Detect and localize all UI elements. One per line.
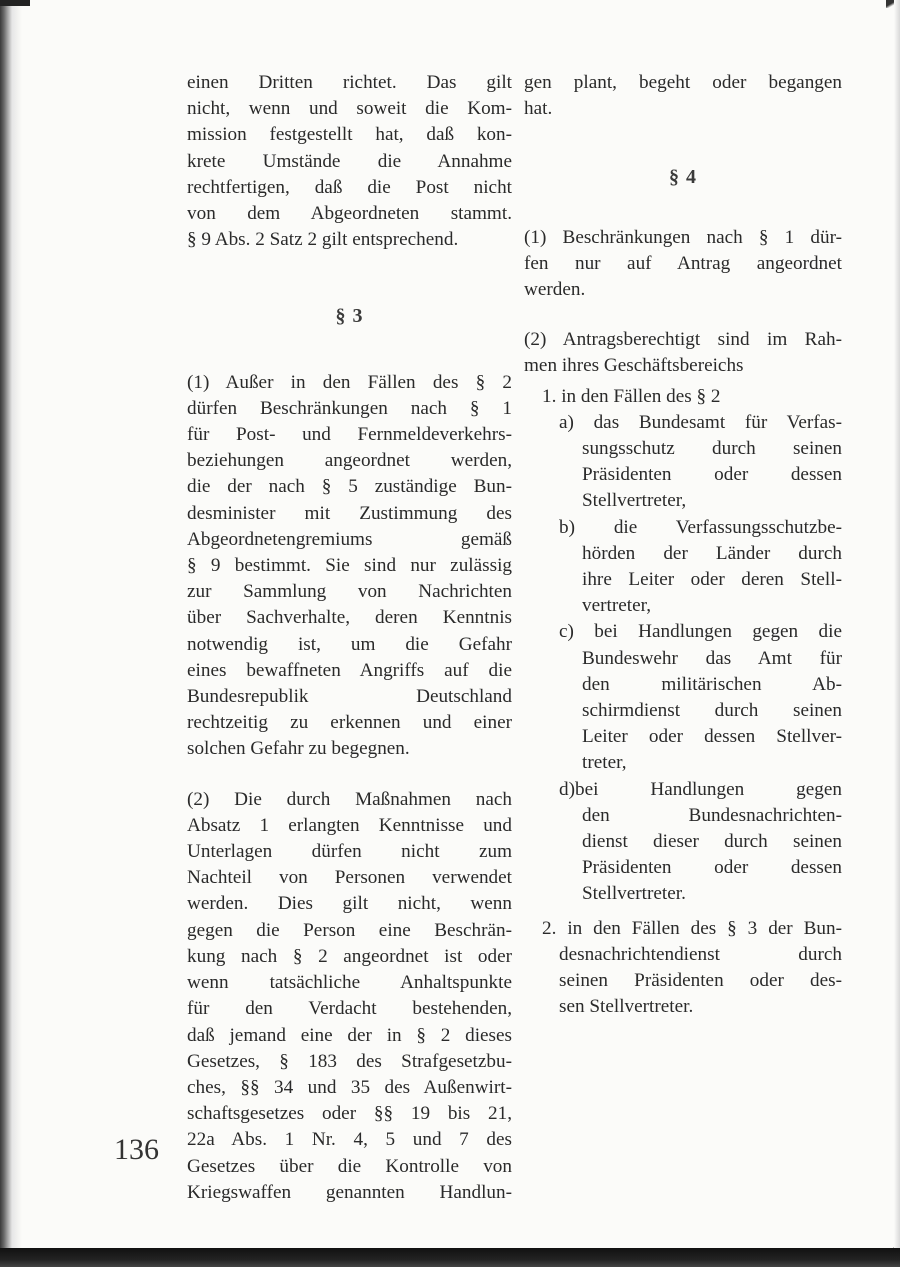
list-item-2 [524,916,842,1021]
text-line: hat. [524,98,553,120]
text-line: 22a Abs. 1 Nr. 4, 5 und 7 des [187,1129,512,1151]
text-line: krete Umstände die Annahme [187,150,512,172]
text-line: d)bei Handlungen gegen [559,778,842,800]
text-line: men ihres Geschäftsbereichs [524,355,744,377]
text-line: Bundesrepublik Deutschland [187,686,512,708]
text-line: mission festgestellt hat, daß kon- [187,124,512,146]
page-number: 136 [114,1133,159,1166]
text-line: b) die Verfassungsschutzbe- [559,516,842,538]
section-heading-3: § 3 [335,305,364,328]
text-line: werden. Dies gilt nicht, wenn [187,893,512,915]
text-line: zur Sammlung von Nachrichten [187,581,512,603]
text-line: Bundeswehr das Amt für [582,647,842,669]
text-line: Nachteil von Personen verwendet [187,867,512,889]
section-4-paragraph-2 [524,327,842,1020]
text-line: ches, §§ 34 und 35 des Außenwirt- [187,1076,512,1098]
text-line: Abgeordnetengremiums gemäß [187,528,512,550]
text-line: Unterlagen dürfen nicht zum [187,841,512,863]
text-line: (2) Antragsberechtigt sind im Rah- [524,329,842,351]
text-line: einen Dritten richtet. Das gilt [187,72,512,93]
list-item-1 [524,384,842,908]
section-heading-4: § 4 [669,166,697,189]
text-line: treter, [582,752,627,774]
text-line: schirmdienst durch seinen [582,700,842,722]
spine-top-edge [0,0,30,6]
text-line: dienst dieser durch seinen [582,831,842,853]
text-line: 2. in den Fällen des § 3 der Bun- [542,917,842,939]
sub-item-b [524,515,842,620]
left-column [187,70,512,1206]
text-line: von dem Abgeordneten stammt. [187,203,512,225]
scan-bottom-edge [0,1248,900,1267]
sub-item-c [524,619,842,776]
text-line: Gesetzes, § 183 des Strafgesetzbu- [187,1050,512,1072]
text-line: für Post- und Fernmeldeverkehrs- [187,424,512,446]
text-line: ihre Leiter oder deren Stell- [582,569,842,591]
text-line: Leiter oder dessen Stellver- [582,726,842,748]
text-line: dürfen Beschränkungen nach § 1 [187,397,512,419]
text-line: für den Verdacht bestehenden, [187,998,512,1020]
text-line: (1) Beschränkungen nach § 1 dür- [524,226,842,248]
text-line: rechtzeitig zu erkennen und einer [187,712,512,734]
text-line: solchen Gefahr zu begegnen. [187,738,410,760]
text-line: Präsidenten oder dessen [582,857,842,879]
text-line: gegen die Person eine Beschrän- [187,919,512,941]
text-line: sungsschutz durch seinen [582,438,842,460]
text-line: § 9 bestimmt. Sie sind nur zulässig [187,555,512,577]
text-line: hörden der Länder durch [582,542,842,564]
text-line: sen Stellvertreter. [559,996,694,1018]
text-line: den Bundesnachrichten- [582,804,842,826]
text-line: Stellvertreter, [582,490,687,512]
text-line: Stellvertreter. [582,883,686,905]
sub-item-d [524,777,842,908]
text-line: den militärischen Ab- [582,673,842,695]
text-line: eines bewaffneten Angriffs auf die [187,659,512,681]
text-line: kung nach § 2 angeordnet ist oder [187,945,512,967]
continuation-paragraph [524,70,842,122]
text-line: § 9 Abs. 2 Satz 2 gilt entsprechend. [187,229,459,251]
sub-item-a [524,410,842,515]
text-line: werden. [524,279,586,301]
text-line: fen nur auf Antrag angeordnet [524,252,842,274]
text-line: notwendig ist, um die Gefahr [187,633,512,655]
text-line: Präsidenten oder dessen [582,464,842,486]
text-line: die der nach § 5 zuständige Bun- [187,476,512,498]
text-line: Absatz 1 erlangten Kenntnisse und [187,814,512,836]
section-3-paragraph-1 [187,370,512,763]
text-line: Kriegswaffen genannten Handlun- [187,1181,512,1203]
text-line: seinen Präsidenten oder des- [559,970,842,992]
text-line: daß jemand eine der in § 2 dieses [187,1024,512,1046]
text-line: über Sachverhalte, deren Kenntnis [187,607,512,629]
text-line: beziehungen angeordnet werden, [187,450,512,472]
right-column [524,70,842,1021]
text-line: rechtfertigen, daß die Post nicht [187,176,512,198]
section-4-paragraph-1 [524,225,842,304]
list-item-label: 1. in den Fällen des § 2 [542,385,721,407]
text-line: c) bei Handlungen gegen die [559,621,842,643]
book-spine-shadow [0,0,22,1250]
text-line: gen plant, begeht oder begangen [524,72,842,93]
text-line: a) das Bundesamt für Verfas- [559,411,842,433]
text-line: desminister mit Zustimmung des [187,502,512,524]
text-line: (2) Die durch Maßnahmen nach [187,788,512,810]
text-line: Gesetzes über die Kontrolle von [187,1155,512,1177]
continuation-paragraph [187,70,512,253]
text-line: schaftsgesetzes oder §§ 19 bis 21, [187,1103,512,1125]
section-3-paragraph-2 [187,787,512,1206]
text-line: wenn tatsächliche Anhaltspunkte [187,972,512,994]
page-right-edge [894,0,900,1250]
text-line: (1) Außer in den Fällen des § 2 [187,371,512,393]
text-line: nicht, wenn und soweit die Kom- [187,98,512,120]
text-line: desnachrichtendienst durch [559,943,842,965]
text-line: vertreter, [582,595,652,617]
